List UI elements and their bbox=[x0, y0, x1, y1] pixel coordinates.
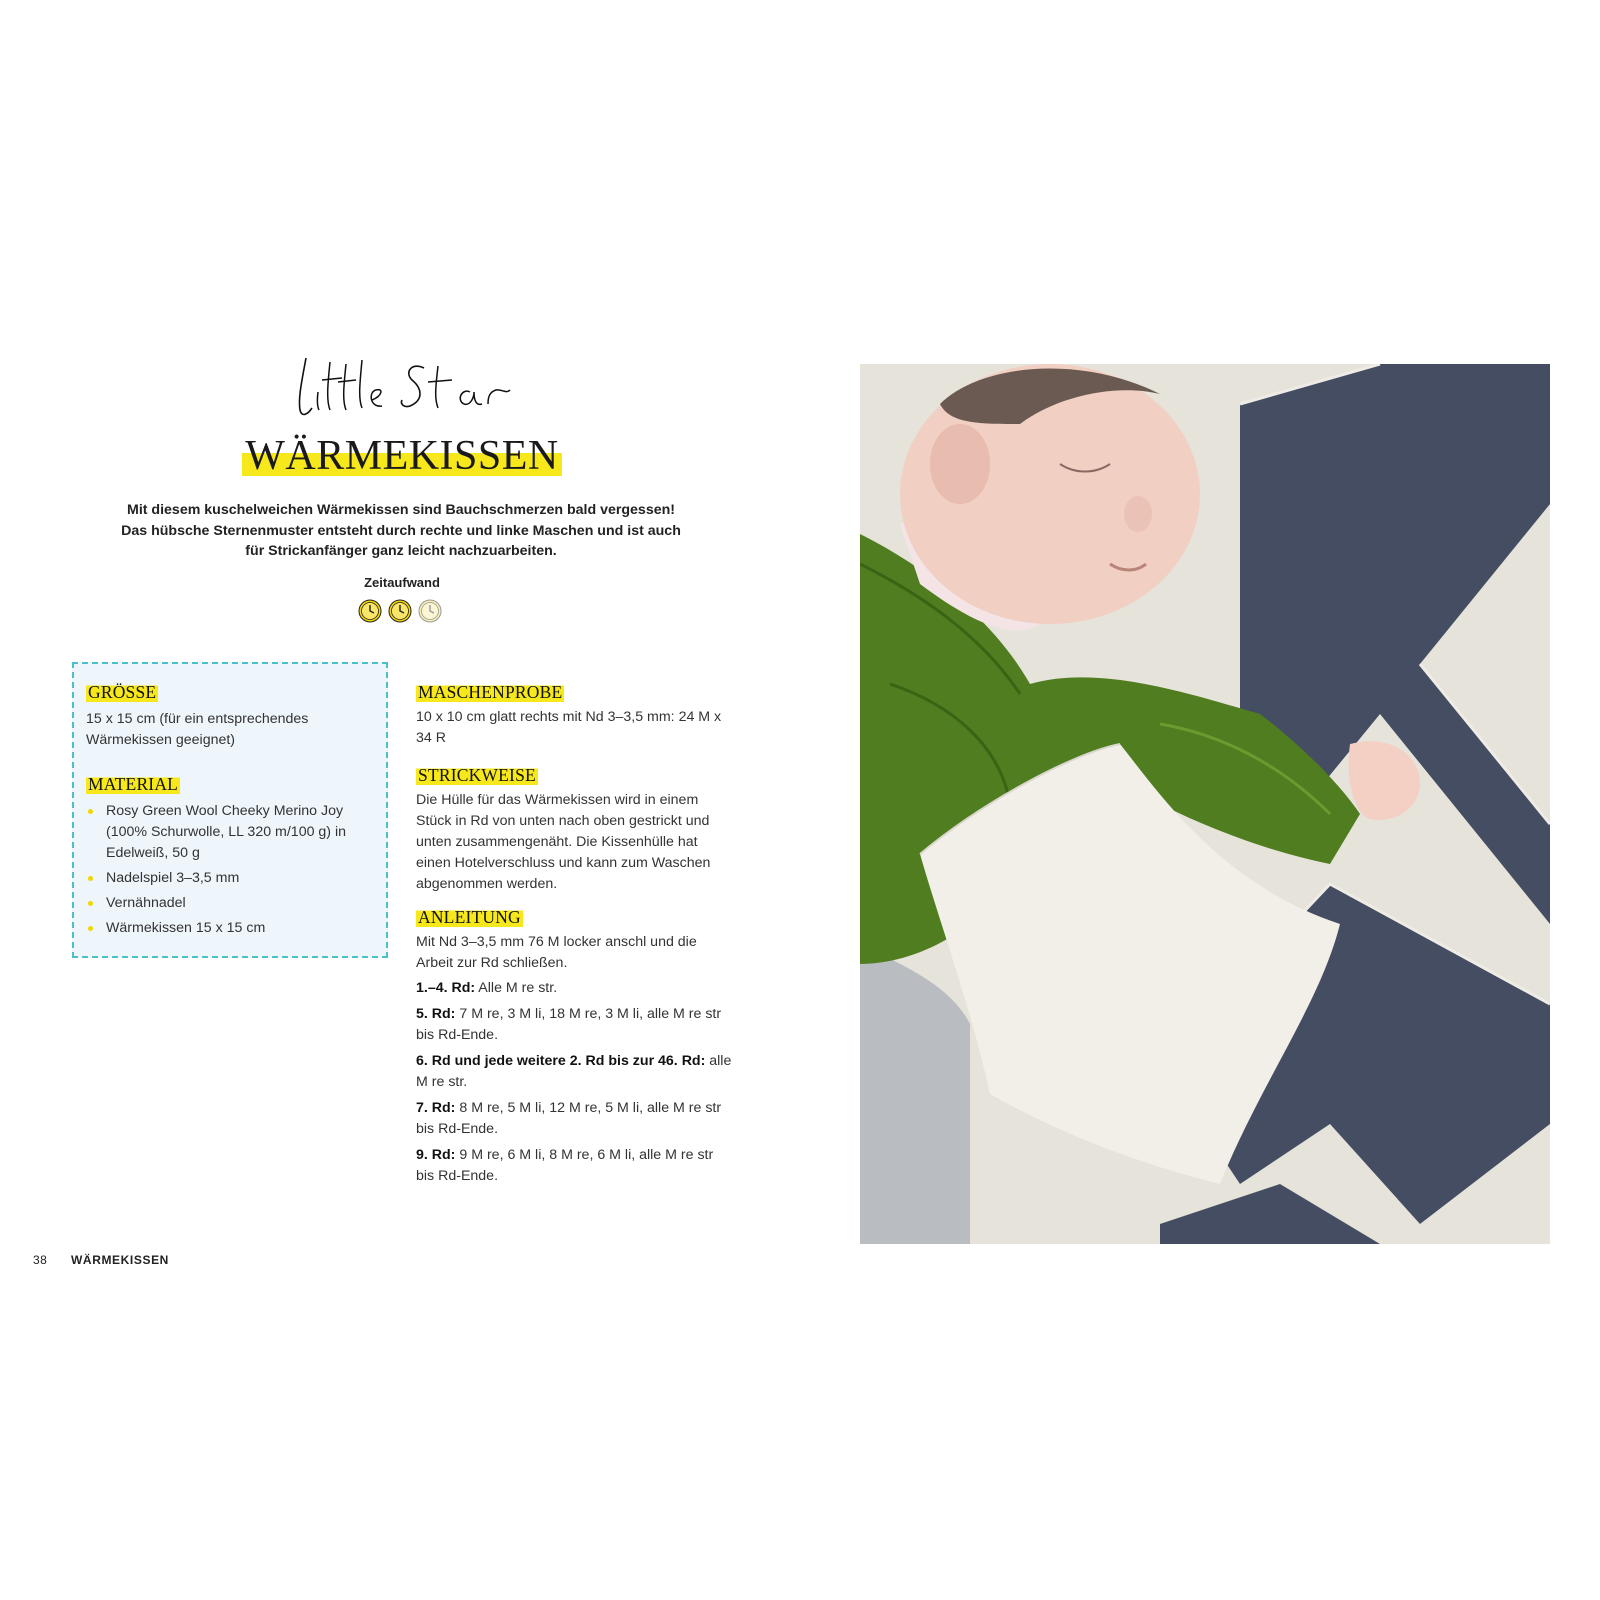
baby-photo bbox=[860, 364, 1550, 1244]
material-list bbox=[86, 801, 378, 939]
material-heading: MATERIAL bbox=[88, 774, 179, 794]
effort-label: Zeitaufwand bbox=[364, 575, 440, 590]
clock-icon-inactive bbox=[418, 599, 442, 623]
instruction-step: 6. Rd und jede weitere 2. Rd bis zur 46. Rd: alle M re str. bbox=[416, 1053, 732, 1090]
list-item: Nadelspiel 3–3,5 mm bbox=[86, 868, 378, 889]
script-title-signature bbox=[292, 352, 522, 432]
running-title: WÄRMEKISSEN bbox=[71, 1253, 169, 1267]
instruction-step: 1.–4. Rd: Alle M re str. bbox=[416, 980, 558, 996]
list-item: Rosy Green Wool Cheeky Merino Joy (100% Schurwolle, LL 320 m/100 g) in Edelweiß, 50 g bbox=[86, 801, 378, 864]
method-heading: STRICKWEISE bbox=[418, 765, 536, 785]
clock-icon bbox=[388, 599, 412, 623]
size-heading: GRÖSSE bbox=[88, 682, 157, 702]
instructions-heading: ANLEITUNG bbox=[418, 907, 521, 927]
method-text: Die Hülle für das Wärmekissen wird in einem Stück in Rd von unten nach oben gestrickt und unten zusammengenäht. Die Kissenhülle hat einen Hotelverschluss und kann zum Waschen abgenommen werden. bbox=[416, 792, 711, 892]
gauge-heading: MASCHENPROBE bbox=[418, 682, 563, 702]
list-item: Vernähnadel bbox=[86, 893, 378, 914]
instructions-column bbox=[416, 682, 734, 1192]
instruction-step: 7. Rd: 8 M re, 5 M li, 12 M re, 5 M li, alle M re str bis Rd-Ende. bbox=[416, 1100, 722, 1137]
list-item: Wärmekissen 15 x 15 cm bbox=[86, 918, 378, 939]
effort-rating bbox=[358, 599, 442, 623]
page-title: WÄRMEKISSEN bbox=[218, 432, 586, 480]
instruction-step: 9. Rd: 9 M re, 6 M li, 8 M re, 6 M li, alle M re str bis Rd-Ende. bbox=[416, 1147, 714, 1184]
instruction-step: 5. Rd: 7 M re, 3 M li, 18 M re, 3 M li, alle M re str bis Rd-Ende. bbox=[416, 1006, 722, 1043]
clock-icon bbox=[358, 599, 382, 623]
size-section bbox=[86, 682, 376, 751]
instructions-intro: Mit Nd 3–3,5 mm 76 M locker anschl und die Arbeit zur Rd schließen. bbox=[416, 934, 697, 971]
intro-text: Mit diesem kuschelweichen Wärmekissen sind Bauchschmerzen bald vergessen! Das hübsche Sternenmuster entsteht durch rechte und linke Maschen und ist auch für Strickanfänger ganz leicht nachzuarbeiten. bbox=[121, 502, 681, 559]
material-section bbox=[86, 774, 378, 943]
page-number: 38 bbox=[33, 1253, 48, 1267]
gauge-text: 10 x 10 cm glatt rechts mit Nd 3–3,5 mm: 24 M x 34 R bbox=[416, 709, 722, 746]
size-text: 15 x 15 cm (für ein entsprechendes Wärmekissen geeignet) bbox=[86, 711, 309, 748]
